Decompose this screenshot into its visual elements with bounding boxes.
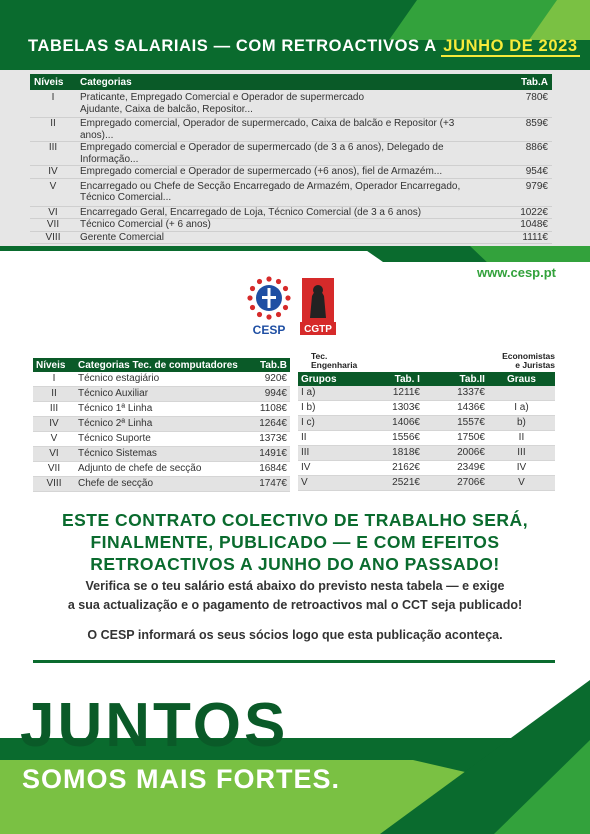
level-cell: V — [33, 432, 75, 447]
grau-cell — [488, 386, 555, 401]
page-title — [28, 37, 580, 56]
level-cell: IV — [33, 417, 75, 432]
category-cell: Encarregado Geral, Encarregado de Loja, Técnico Comercial (de 3 a 6 anos) — [76, 206, 490, 219]
salary-table-c — [298, 372, 555, 491]
level-cell: VIII — [33, 477, 75, 492]
salary-cell: 954€ — [490, 166, 552, 179]
category-cell: Gerente Comercial — [76, 231, 490, 244]
category-cell: Técnico Auxiliar — [75, 387, 246, 402]
table-row — [30, 231, 552, 244]
announcement-body-line: a sua actualização e o pagamento de retroactivos mal o CCT seja publicado! — [67, 598, 523, 612]
category-cell: Técnico Comercial (+ 6 anos) — [76, 219, 490, 232]
tab1-cell: 1556€ — [358, 431, 423, 446]
table-row — [30, 206, 552, 219]
level-cell: VII — [33, 462, 75, 477]
level-cell: II — [33, 387, 75, 402]
level-cell: VI — [30, 206, 76, 219]
group-cell: IV — [298, 461, 358, 476]
tec-engenharia-label: Tec. Engenharia — [311, 351, 358, 370]
category-cell: Encarregado ou Chefe de Secção Encarregado de Armazém, Operador Encarregado, Técnico Comercial... — [76, 178, 490, 206]
table-a-header-value: Tab.A — [490, 74, 552, 90]
grau-cell: IV — [488, 461, 555, 476]
category-cell: Técnico Suporte — [75, 432, 246, 447]
table-row — [33, 372, 290, 387]
table-b-header-value: Tab.B — [246, 358, 290, 372]
tab2-cell: 2349€ — [423, 461, 488, 476]
category-cell: Empregado comercial e Operador de supermercado (+6 anos), fiel de Armazém... — [76, 166, 490, 179]
announcement-title — [20, 509, 570, 575]
table-row — [33, 462, 290, 477]
website-link[interactable]: www.cesp.pt — [477, 265, 556, 280]
salary-cell: 979€ — [490, 178, 552, 206]
announcement-title-line: FINALMENTE, PUBLICADO — E COM EFEITOS — [90, 532, 500, 552]
salary-table-a — [30, 74, 552, 244]
level-cell: I — [30, 90, 76, 118]
tab2-cell: 2706€ — [423, 476, 488, 491]
table-a-header-levels: Níveis — [30, 74, 76, 90]
tab1-cell: 1818€ — [358, 446, 423, 461]
announcement-title-line: RETROACTIVOS A JUNHO DO ANO PASSADO! — [90, 554, 500, 574]
table-row — [30, 142, 552, 166]
slogan-juntos: JUNTOS — [20, 691, 289, 760]
table-row — [30, 90, 552, 118]
level-cell: V — [30, 178, 76, 206]
group-cell: I a) — [298, 386, 358, 401]
category-cell: Técnico Sistemas — [75, 447, 246, 462]
category-cell: Adjunto de chefe de secção — [75, 462, 246, 477]
table-row — [298, 416, 555, 431]
salary-cell: 1684€ — [246, 462, 290, 477]
table-row — [298, 461, 555, 476]
section-divider — [33, 660, 555, 663]
table-row — [30, 166, 552, 179]
level-cell: VIII — [30, 231, 76, 244]
level-cell: VII — [30, 219, 76, 232]
tab2-cell: 1750€ — [423, 431, 488, 446]
table-c-header-graus: Graus — [488, 372, 555, 386]
level-cell: IV — [30, 166, 76, 179]
grau-cell: V — [488, 476, 555, 491]
table-row — [33, 447, 290, 462]
grau-cell: III — [488, 446, 555, 461]
category-cell: Empregado comercial e Operador de supermercado (de 3 a 6 anos), Delegado de Informação... — [76, 142, 490, 166]
salary-cell: 1491€ — [246, 447, 290, 462]
category-cell: Técnico 2ª Linha — [75, 417, 246, 432]
cgtp-logo — [298, 278, 338, 340]
cesp-logo — [246, 276, 292, 340]
decorative-wedge-light — [470, 246, 590, 262]
salary-cell: 1111€ — [490, 231, 552, 244]
table-b-header-categories: Categorias Tec. de computadores — [75, 358, 246, 372]
page-title-text: TABELAS SALARIAIS — COM RETROACTIVOS A — [28, 37, 437, 55]
table-c-header-tab2: Tab.II — [423, 372, 488, 386]
level-cell: VI — [33, 447, 75, 462]
table-row — [30, 118, 552, 142]
tab1-cell: 2521€ — [358, 476, 423, 491]
table-row — [298, 446, 555, 461]
table-row — [33, 402, 290, 417]
table-c-header-tab1: Tab. I — [358, 372, 423, 386]
table-row — [298, 401, 555, 416]
group-cell: I b) — [298, 401, 358, 416]
group-cell: V — [298, 476, 358, 491]
table-row — [33, 387, 290, 402]
table-a-header-categories: Categorias — [76, 74, 490, 90]
salary-cell: 1048€ — [490, 219, 552, 232]
tab2-cell: 1557€ — [423, 416, 488, 431]
table-c-header-groups: Grupos — [298, 372, 358, 386]
economistas-juristas-label: Economistas e Juristas — [502, 351, 555, 370]
grau-cell: II — [488, 431, 555, 446]
header-band — [0, 0, 590, 70]
tab2-cell: 1436€ — [423, 401, 488, 416]
table-b-header-levels: Níveis — [33, 358, 75, 372]
announcement-body-line: Verifica se o teu salário está abaixo do previsto nesta tabela — e exige — [85, 579, 505, 593]
tab1-cell: 1406€ — [358, 416, 423, 431]
table-row — [298, 431, 555, 446]
cgtp-logo-text: CGTP — [304, 324, 332, 335]
salary-cell: 1108€ — [246, 402, 290, 417]
tab1-cell: 2162€ — [358, 461, 423, 476]
salary-cell: 1747€ — [246, 477, 290, 492]
salary-cell: 859€ — [490, 118, 552, 142]
tab2-cell: 1337€ — [423, 386, 488, 401]
table-row — [33, 417, 290, 432]
table-row — [30, 219, 552, 232]
slogan-somos: SOMOS MAIS FORTES. — [22, 764, 341, 794]
announcement-body — [20, 577, 570, 615]
table-row — [298, 476, 555, 491]
category-cell: Praticante, Empregado Comercial e Operador de supermercado Ajudante, Caixa de balcão, Repositor... — [76, 90, 490, 118]
cesp-logo-text: CESP — [252, 323, 286, 337]
level-cell: II — [30, 118, 76, 142]
table-row — [30, 178, 552, 206]
category-cell: Empregado comercial, Operador de supermercado, Caixa de balcão e Repositor (+3 anos)... — [76, 118, 490, 142]
group-cell: II — [298, 431, 358, 446]
salary-cell: 994€ — [246, 387, 290, 402]
level-cell: III — [30, 142, 76, 166]
table-row — [33, 477, 290, 492]
category-cell: Chefe de secção — [75, 477, 246, 492]
level-cell: III — [33, 402, 75, 417]
tab2-cell: 2006€ — [423, 446, 488, 461]
salary-cell: 886€ — [490, 142, 552, 166]
salary-cell: 780€ — [490, 90, 552, 118]
salary-cell: 1022€ — [490, 206, 552, 219]
group-cell: III — [298, 446, 358, 461]
page-title-highlight: JUNHO DE 2023 — [443, 37, 578, 55]
announcement-title-line: ESTE CONTRATO COLECTIVO DE TRABALHO SERÁ, — [61, 510, 529, 530]
category-cell: Técnico 1ª Linha — [75, 402, 246, 417]
announcement-note: O CESP informará os seus sócios logo que esta publicação aconteça. — [87, 628, 503, 642]
tab1-cell: 1211€ — [358, 386, 423, 401]
salary-cell: 1373€ — [246, 432, 290, 447]
category-cell: Técnico estagiário — [75, 372, 246, 387]
salary-cell: 920€ — [246, 372, 290, 387]
salary-table-b — [33, 358, 290, 492]
level-cell: I — [33, 372, 75, 387]
group-cell: I c) — [298, 416, 358, 431]
table-row — [33, 432, 290, 447]
tab1-cell: 1303€ — [358, 401, 423, 416]
table-row — [298, 386, 555, 401]
grau-cell: b) — [488, 416, 555, 431]
grau-cell: I a) — [488, 401, 555, 416]
salary-cell: 1264€ — [246, 417, 290, 432]
